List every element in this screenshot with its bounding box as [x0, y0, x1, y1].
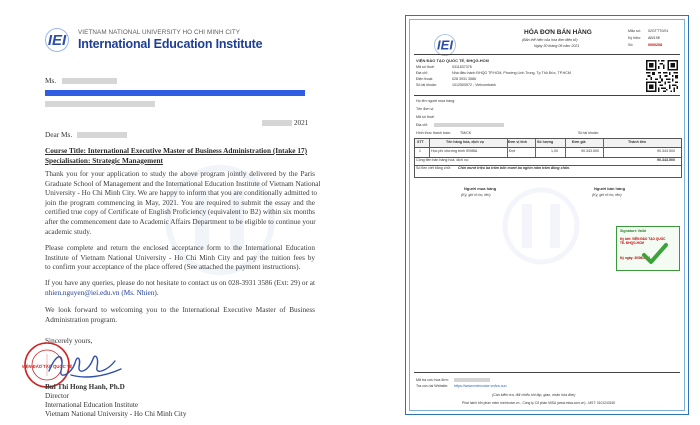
para1-line: join the program commencing in May, 2021. You are required to submit the essay and the [45, 198, 315, 207]
symbol-label: Ký hiệu: [628, 36, 641, 40]
invoice-note: (Cần kiểm tra, đối chiếu khi lập, giao, nhận hóa đơn) [492, 393, 576, 397]
buyer-sign-note: (Ký, ghi rõ họ, tên) [461, 193, 491, 197]
paragraph-welcome [45, 306, 315, 325]
number-label: Số: [628, 43, 634, 47]
seller-phone: 028 3931 3586 [452, 77, 476, 81]
para1-line: University - Ho Chi Minh City. We are happy to inform that you are conditionally admitted to [45, 189, 318, 198]
seller-sign-note: (Ký, ghi rõ họ, tên) [592, 193, 622, 197]
signer-name: Bui Thi Hong Hanh, Ph.D [45, 383, 125, 391]
row-amount: 90.343.500 [657, 149, 675, 153]
course-title: Course Title: International Executive Master of Business Administration (Intake 17) [45, 146, 308, 155]
para3-line-email: nhien.nguyen@iei.edu.vn (Ms. Nhien). [45, 288, 159, 297]
signer-org2: Vietnam National University - Ho Chi Minh City [45, 410, 187, 418]
para1-line: academic study. [45, 227, 92, 236]
sig-date: Ký ngày: 30/06/2021 [620, 256, 651, 260]
invoice-date: Ngày 30 tháng 06 năm 2021 [534, 44, 580, 48]
signature-icon [45, 345, 125, 383]
logo-name: International Education Institute [78, 37, 263, 51]
seller-phone-label: Điện thoại: [416, 77, 434, 81]
salutation [45, 130, 127, 139]
th-amount: Thành tiền [628, 140, 647, 144]
template-value: 02GTTT0/01 [648, 29, 669, 33]
redacted-address-2 [45, 99, 155, 108]
letter-date [262, 118, 308, 127]
words-value: Chín mươi triệu ba trăm bốn mươi ba nghìn năm trăm đồng chẵn. [458, 166, 570, 170]
signer-org1: International Education Institute [45, 401, 139, 409]
para1-line: certified true copy of Certificate of English Proficiency (equivalent to B2) within six months [45, 208, 315, 217]
th-qty: Số lượng [537, 140, 554, 144]
specialisation: Specialisation: Strategic Management [45, 155, 163, 165]
buyer-addr-label: Địa chỉ: [416, 123, 428, 127]
para2-line: Please complete and return the enclosed acceptance form to the International Education [45, 244, 315, 252]
seller-account-label: Số tài khoản: [416, 83, 437, 87]
seller-tax-label: Mã số thuế: [416, 65, 435, 69]
total-value: 90.343.500 [657, 158, 675, 162]
lookup-code-label: Mã tra cứu hóa đơn: [416, 378, 449, 382]
recipient-line [45, 76, 117, 85]
recipient-prefix: Ms. [45, 76, 57, 85]
para2-line: to confirm your acceptance of the place offered (See attached the payment instructions). [45, 263, 301, 272]
seller-tax: 0311837376 [452, 65, 472, 69]
para1-line: after the commencement date to Academic Affairs Department to be eligible to continue your [45, 217, 316, 226]
sig-valid: Signature Valid [620, 229, 646, 233]
para1-line: Thank you for your application to study the above program jointly delivered by the Paris [45, 170, 315, 178]
row-unit: Đợt [509, 149, 515, 153]
invoice-iei-logo-icon [428, 34, 462, 56]
signer-title: Director [45, 392, 69, 400]
invoice-logo-mark: IEI [437, 37, 453, 53]
redacted-address-1 [45, 88, 305, 97]
salutation-text: Dear Ms. [45, 130, 73, 139]
lookup-site-label: Tra cứu tại Website: [416, 384, 449, 388]
divider [414, 54, 680, 55]
row-stt: 1 [419, 149, 421, 153]
seller-account: 1012500572 - Vietcombank [452, 83, 496, 87]
buyer-unit-label: Tên đơn vị: [416, 107, 435, 111]
th-price: Đơn giá [572, 140, 586, 144]
buyer-sign: Người mua hàng [464, 186, 497, 191]
course-heading [45, 146, 307, 165]
redacted-lookup-code [454, 378, 490, 382]
buyer-tax-label: Mã số thuế: [416, 115, 435, 119]
seller-addr: Nhà điều hành ĐHQG TP.HCM, Phường Linh Trung, Tp Thủ Đức, TP.HCM [452, 71, 571, 75]
seller-addr-label: Địa chỉ: [416, 71, 428, 75]
lookup-site: https://www.meinvoice.vn/tra-cuu [454, 384, 507, 388]
row-price: 90.343.500 [581, 149, 599, 153]
para4-line: Administration program. [45, 315, 118, 324]
symbol-value: AB/19E [648, 36, 661, 40]
iei-logo-icon [40, 28, 74, 52]
invoice-watermark-icon [496, 186, 586, 266]
closing: Sincerely yours, [45, 336, 93, 345]
qr-code-icon [646, 60, 678, 92]
th-unit: Đơn vị tính [508, 140, 527, 144]
invoice-title: HÓA ĐƠN BÁN HÀNG [524, 29, 592, 36]
divider [414, 372, 680, 373]
paragraph-contact [45, 279, 315, 298]
date-year: 2021 [293, 118, 309, 127]
th-stt: STT [417, 140, 424, 144]
row-name: Học phí chương trình IEMBA [431, 149, 478, 153]
divider [414, 95, 680, 96]
stamp-text: VIỆN ĐÀO TẠO QUỐC TẾ [22, 364, 72, 369]
para1-line: Graduate School of Management and the International Education Institute of Vietnam National [45, 179, 321, 188]
logo-top-line: VIETNAM NATIONAL UNIVERSITY HO CHI MINH CITY [78, 29, 241, 36]
account-label: Số tài khoản: [578, 131, 599, 135]
buyer-label: Họ tên người mua hàng: [416, 99, 456, 103]
para2-line: Institute of Vietnam National University - Ho Chi Minh City and pay the tuition fees by [45, 253, 315, 262]
checkmark-icon [642, 242, 668, 266]
paragraph-acceptance [45, 244, 315, 273]
seller-name: VIỆN ĐÀO TẠO QUỐC TẾ, ĐHQG-HCM [416, 58, 489, 63]
words-label: Số tiền viết bằng chữ: [416, 166, 451, 170]
sales-invoice [405, 15, 689, 415]
signer-block [45, 383, 187, 419]
payment-label: Hình thức thanh toán: [416, 131, 451, 135]
iei-logo [40, 28, 262, 52]
para3-line: If you have any queries, please do not hesitate to contact us on 028-3931 3586 (Ext: 29) or at [45, 279, 315, 287]
payment-value: TM/CK [460, 131, 472, 135]
template-label: Mẫu số: [628, 29, 641, 33]
th-name: Tên hàng hóa, dịch vụ [446, 140, 484, 144]
invoice-subtitle: (Bản thể hiện của hóa đơn điện tử) [522, 38, 578, 42]
invoice-footer: Phát hành bởi phần mềm meInvoice.vn - Công ty Cổ phần MISA (www.misa.com.vn) - MST: 0101243150 [462, 401, 616, 405]
paragraph-intro [45, 170, 321, 237]
number-value: 0000208 [648, 43, 662, 47]
redacted-buyer-addr [434, 123, 504, 127]
total-label: Cộng tiền bán hàng hóa, dịch vụ: [416, 158, 469, 162]
row-qty: 1,00 [551, 149, 558, 153]
sig-by: Ký bởi: VIỆN ĐÀO TẠO QUỐC TẾ- ĐHQG-HCM [620, 237, 666, 246]
redacted-name [62, 78, 117, 84]
seller-sign: Người bán hàng [594, 186, 626, 191]
iei-logo-mark: IEI [47, 32, 67, 49]
para4-line: We look forward to welcoming you to the International Executive Master of Business [45, 306, 315, 314]
